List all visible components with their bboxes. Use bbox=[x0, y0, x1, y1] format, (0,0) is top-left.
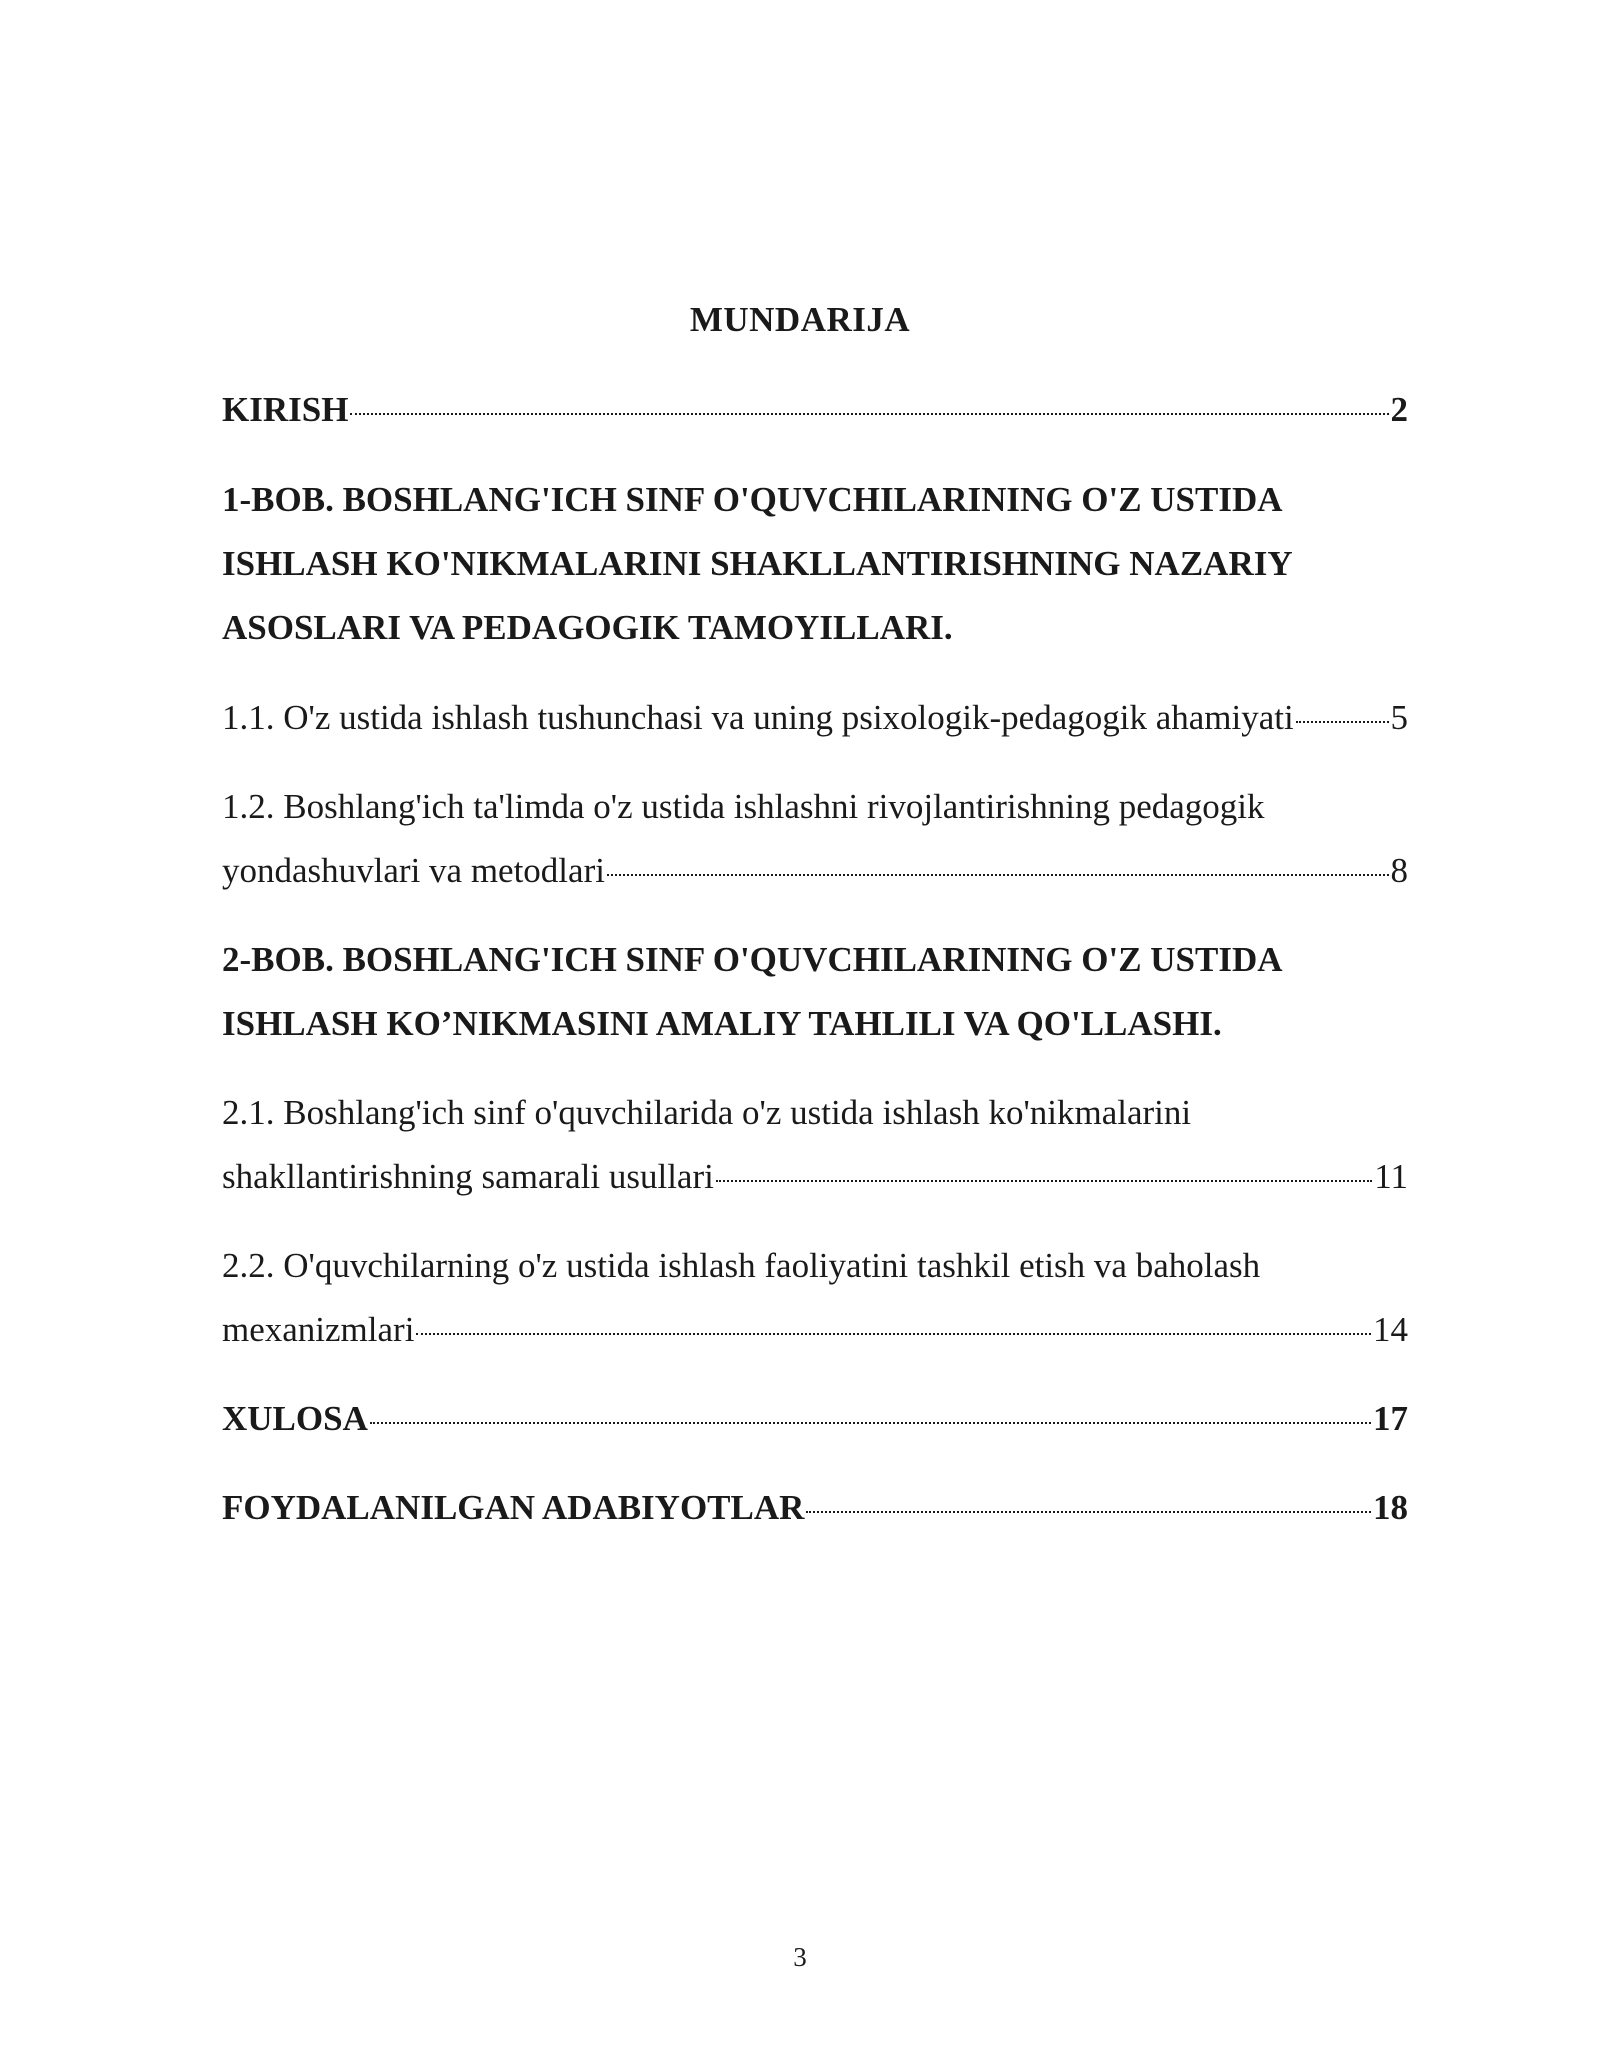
toc-entry-text: yondashuvlari va metodlari bbox=[222, 851, 605, 890]
toc-entry-text: FOYDALANILGAN ADABIYOTLAR bbox=[222, 1488, 805, 1527]
toc-entry-text: mexanizmlari bbox=[222, 1310, 415, 1349]
toc-entry-text: 2.1. Boshlang'ich sinf o'quvchilarida o'z ustida ishlash ko'nikmalarini bbox=[222, 1093, 1192, 1132]
toc-page-number: 17 bbox=[1373, 1399, 1408, 1438]
page-number: 3 bbox=[793, 1942, 807, 1972]
toc-entry-chapter-2[interactable] bbox=[222, 928, 1408, 1056]
toc-entry-text: KIRISH bbox=[222, 390, 349, 429]
toc-entry-section-2-2[interactable] bbox=[222, 1234, 1408, 1362]
toc-chapter-line: ASOSLARI VA PEDAGOGIK TAMOYILLARI. bbox=[222, 608, 953, 647]
toc-page-number: 8 bbox=[1390, 851, 1408, 890]
dot-leader bbox=[607, 874, 1389, 876]
toc-entry-kirish[interactable] bbox=[222, 378, 1408, 442]
toc-entry-adabiyotlar[interactable] bbox=[222, 1476, 1408, 1540]
dot-leader bbox=[806, 1511, 1371, 1513]
toc-page-number: 11 bbox=[1374, 1157, 1408, 1196]
toc-chapter-line: 1-BOB. BOSHLANG'ICH SINF O'QUVCHILARINING O'Z USTIDA bbox=[222, 480, 1283, 519]
toc-entry-xulosa[interactable] bbox=[222, 1387, 1408, 1451]
toc-entry-section-2-1[interactable] bbox=[222, 1081, 1408, 1209]
dot-leader bbox=[370, 1422, 1371, 1424]
toc-page-number: 5 bbox=[1390, 698, 1408, 737]
toc-chapter-line: ISHLASH KO’NIKMASINI AMALIY TAHLILI VA QO'LLASHI. bbox=[222, 1004, 1222, 1043]
toc-chapter-line: 2-BOB. BOSHLANG'ICH SINF O'QUVCHILARINING O'Z USTIDA bbox=[222, 940, 1283, 979]
dot-leader bbox=[350, 413, 1388, 415]
toc-title: MUNDARIJA bbox=[689, 300, 911, 339]
toc-entry-text: shakllantirishning samarali usullari bbox=[222, 1157, 714, 1196]
dot-leader bbox=[416, 1333, 1371, 1335]
toc-entry-text: 2.2. O'quvchilarning o'z ustida ishlash faoliyatini tashkil etish va baholash bbox=[222, 1246, 1261, 1285]
toc-entry-text: 1.2. Boshlang'ich ta'limda o'z ustida ishlashni rivojlantirishning pedagogik bbox=[222, 787, 1265, 826]
toc-chapter-line: ISHLASH KO'NIKMALARINI SHAKLLANTIRISHNING NAZARIY bbox=[222, 544, 1293, 583]
toc-entry-text: 1.1. O'z ustida ishlash tushunchasi va uning psixologik-pedagogik ahamiyati bbox=[222, 698, 1294, 737]
toc-page-number: 2 bbox=[1390, 390, 1408, 429]
toc-page-number: 14 bbox=[1373, 1310, 1408, 1349]
table-of-contents bbox=[222, 378, 1408, 1540]
toc-page-number: 18 bbox=[1373, 1488, 1408, 1527]
toc-entry-section-1-1[interactable] bbox=[222, 686, 1408, 750]
dot-leader bbox=[1296, 721, 1389, 723]
toc-entry-section-1-2[interactable] bbox=[222, 775, 1408, 903]
toc-entry-text: XULOSA bbox=[222, 1399, 368, 1438]
toc-entry-chapter-1[interactable] bbox=[222, 468, 1408, 660]
dot-leader bbox=[716, 1180, 1372, 1182]
